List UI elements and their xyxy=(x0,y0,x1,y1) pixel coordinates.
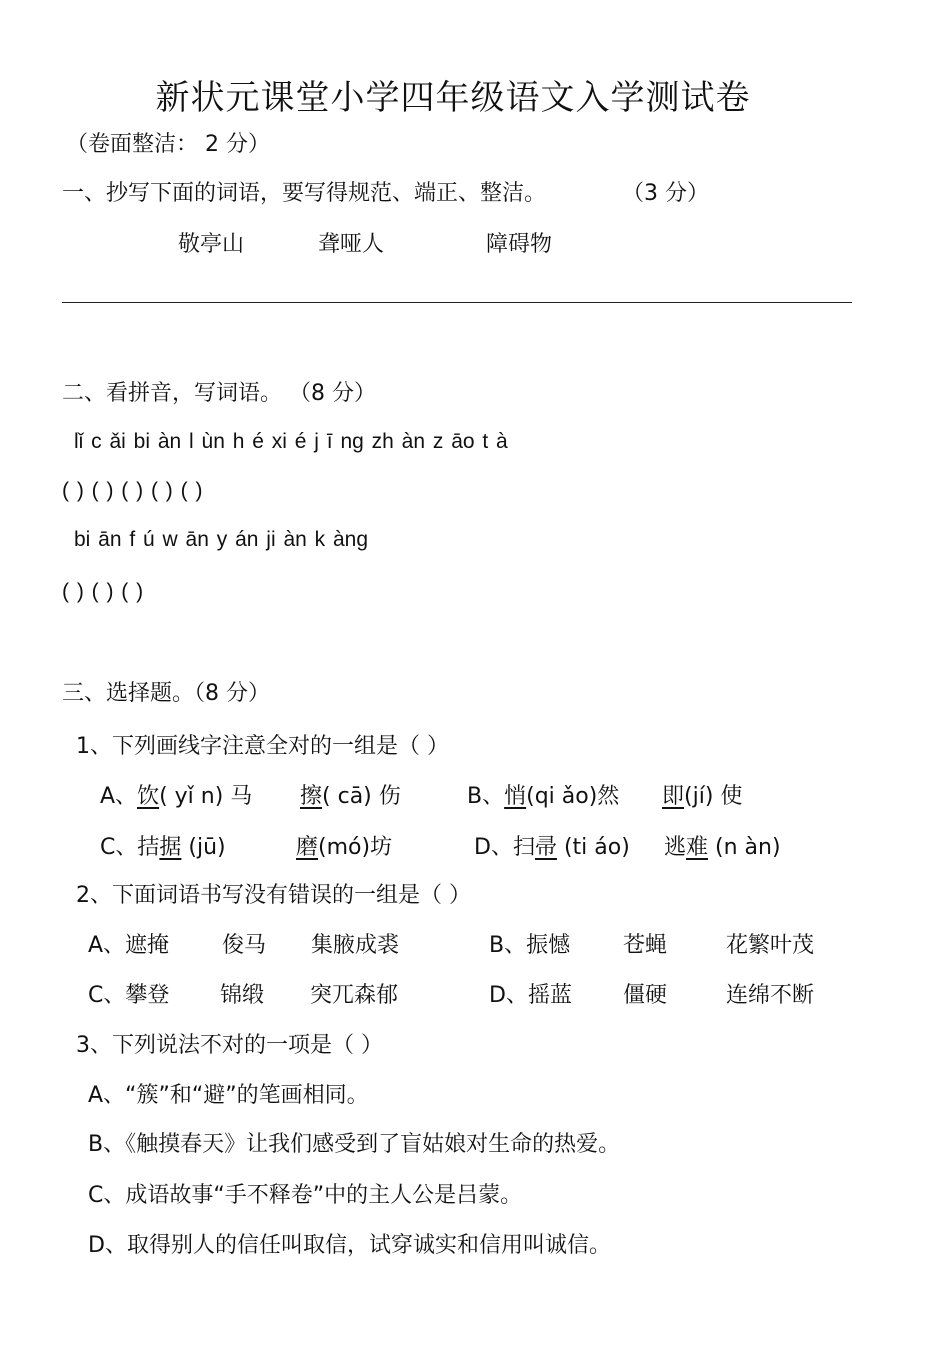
q2-option-c-word-1[interactable]: C、攀登 xyxy=(88,983,170,1008)
q2-option-b-word-2: 苍蝇 xyxy=(623,933,668,958)
section1-heading: 一、抄写下面的词语，要写得规范、端正、整洁。 xyxy=(62,181,547,206)
pinyin-row-1: lǐ c ǎi bi àn l ùn h é xi é j ī ng zh àn z āo t à xyxy=(74,430,508,453)
q2-option-d-word-3: 连绵不断 xyxy=(726,983,815,1008)
page-title: 新状元课堂小学四年级语文入学测试卷 xyxy=(155,78,751,118)
copy-writing-line[interactable] xyxy=(62,302,852,303)
q2-option-a-word-3: 集腋成裘 xyxy=(311,933,400,958)
q1-option-d-2: 逃难 (n àn) xyxy=(664,835,781,860)
q1-option-b[interactable]: B、悄(qi ǎo)然 xyxy=(467,784,620,809)
q2-option-a-word-2: 俊马 xyxy=(222,933,267,958)
q2-option-a-word-1[interactable]: A、遮掩 xyxy=(88,933,170,958)
copy-word-2: 聋哑人 xyxy=(318,232,385,257)
copy-word-3: 障碍物 xyxy=(486,232,553,257)
q1-option-b-2: 即(jí) 使 xyxy=(662,784,743,809)
q3-stem: 3、下列说法不对的一项是（ ） xyxy=(76,1033,383,1058)
q3-option-d[interactable]: D、取得别人的信任叫取信，试穿诚实和信用叫诚信。 xyxy=(88,1233,611,1258)
q1-option-c[interactable]: C、拮据 (jū) xyxy=(100,835,226,860)
q1-stem: 1、下列画线字注意全对的一组是（ ） xyxy=(76,734,449,759)
q2-option-b-word-3: 花繁叶茂 xyxy=(726,933,815,958)
copy-word-1: 敬亭山 xyxy=(178,232,245,257)
q3-option-c[interactable]: C、成语故事“手不释卷”中的主人公是吕蒙。 xyxy=(88,1183,523,1208)
q1-option-d[interactable]: D、扫帚 (ti áo) xyxy=(474,835,630,860)
q1-option-c-2: 磨(mó)坊 xyxy=(296,835,393,860)
q3-option-a[interactable]: A、“簇”和“避”的笔画相同。 xyxy=(88,1083,369,1108)
answer-brackets-row-1[interactable]: ( ) ( ) ( ) ( ) ( ) xyxy=(62,479,203,502)
q3-option-b[interactable]: B、《触摸春天》让我们感受到了盲姑娘对生命的热爱。 xyxy=(88,1132,621,1157)
section1-score: （3 分） xyxy=(622,181,709,206)
q2-option-b-word-1[interactable]: B、振憾 xyxy=(489,933,571,958)
section3-heading: 三、选择题。（8 分） xyxy=(62,681,270,706)
q2-option-c-word-2: 锦缎 xyxy=(220,983,265,1008)
pinyin-row-2: bi ān f ú w ān y án ji àn k àng xyxy=(74,528,369,551)
section2-heading: 二、看拼音，写词语。 （8 分） xyxy=(62,381,376,406)
q1-option-a-2: 擦( cā) 伤 xyxy=(300,784,401,809)
neatness-score: （卷面整洁： 2 分） xyxy=(66,132,270,157)
q1-option-a[interactable]: A、饮( yǐ n) 马 xyxy=(100,784,253,809)
answer-brackets-row-2[interactable]: ( ) ( ) ( ) xyxy=(62,580,144,603)
q2-option-c-word-3: 突兀森郁 xyxy=(310,983,399,1008)
q2-option-d-word-1[interactable]: D、摇蓝 xyxy=(489,983,572,1008)
q2-stem: 2、下面词语书写没有错误的一组是（ ） xyxy=(76,883,471,908)
q2-option-d-word-2: 僵硬 xyxy=(623,983,668,1008)
